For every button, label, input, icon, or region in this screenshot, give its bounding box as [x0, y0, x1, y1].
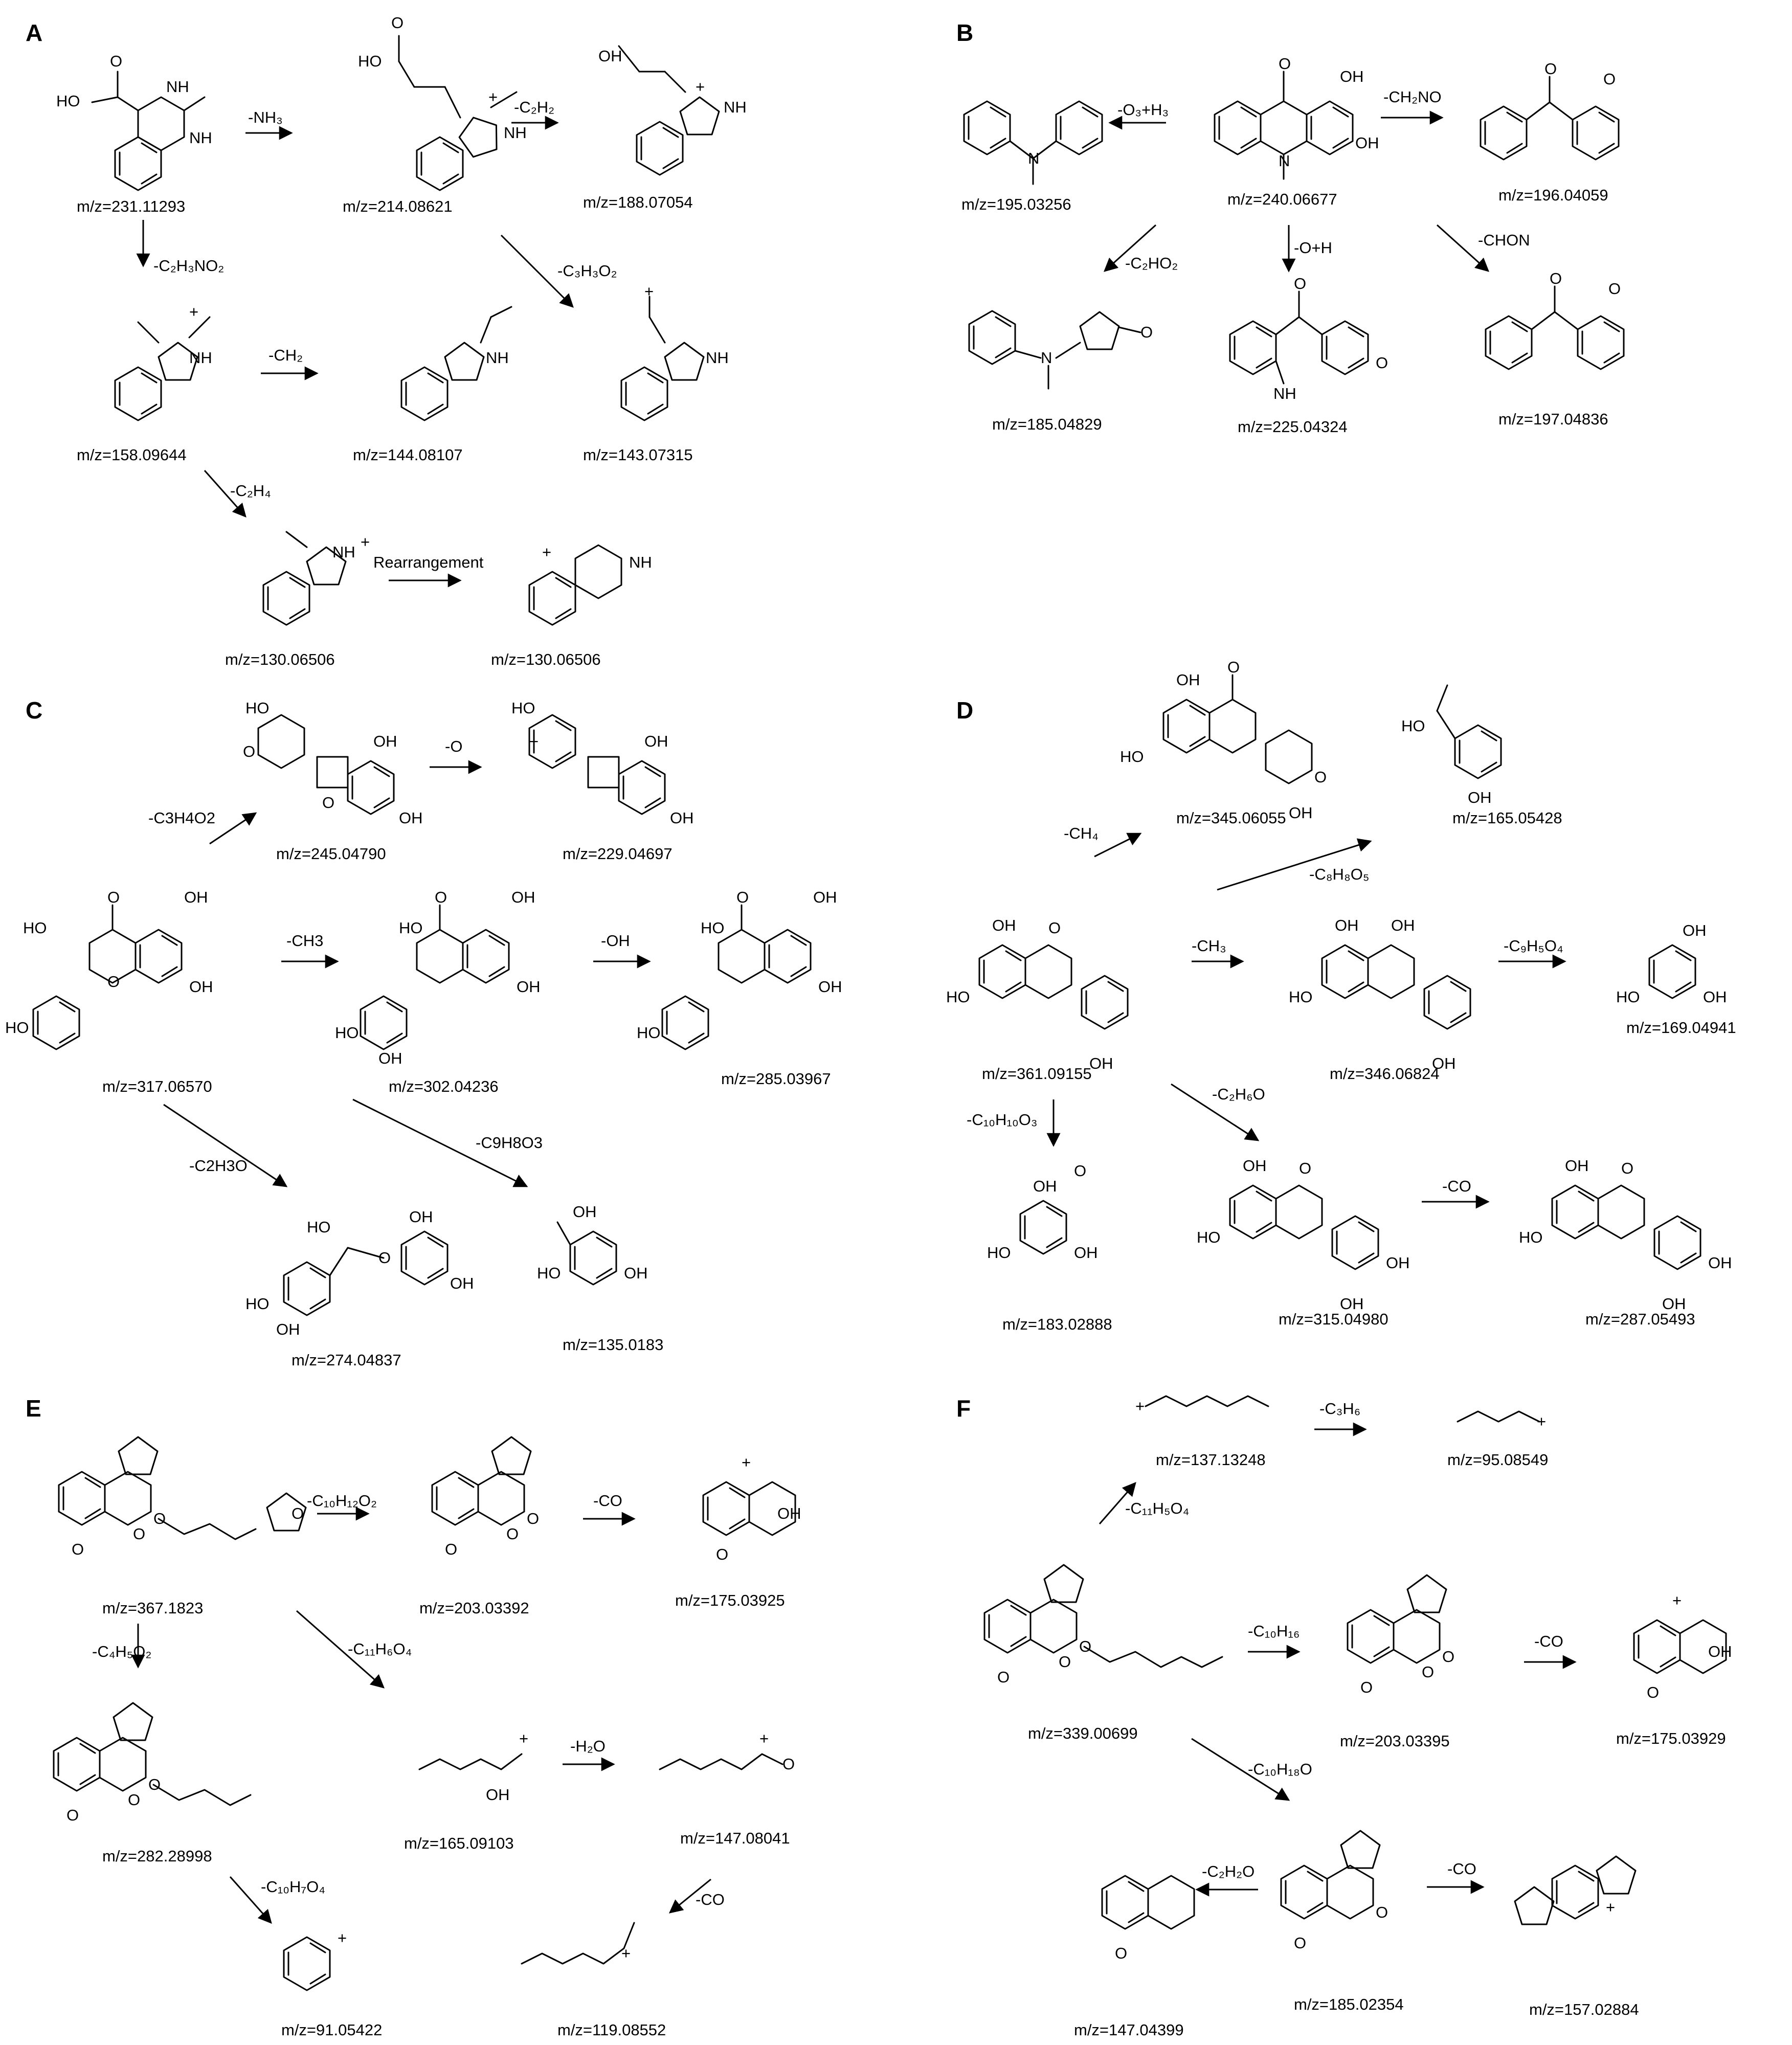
- svg-text:O: O: [1608, 280, 1621, 298]
- svg-text:HO: HO: [399, 919, 423, 937]
- structure-e2: [432, 1437, 539, 1558]
- arrow: [210, 813, 256, 844]
- svg-text:+: +: [542, 543, 552, 561]
- panel-letter-b: B: [956, 19, 974, 46]
- mz-label: m/z=188.07054: [583, 193, 693, 211]
- svg-text:OH: OH: [624, 1264, 648, 1282]
- svg-text:O: O: [782, 1755, 795, 1773]
- mz-label: m/z=302.04236: [389, 1077, 499, 1095]
- mz-label: m/z=196.04059: [1498, 186, 1608, 204]
- svg-text:HO: HO: [1401, 717, 1425, 735]
- svg-text:HO: HO: [245, 1295, 270, 1313]
- svg-text:NH: NH: [189, 129, 212, 147]
- loss-label: -C₂HO₂: [1125, 254, 1178, 272]
- svg-text:HO: HO: [1519, 1228, 1543, 1246]
- structure-a3: [598, 46, 747, 175]
- svg-text:OH: OH: [399, 809, 423, 827]
- structure-c5: [637, 888, 842, 1049]
- structure-b1: [964, 101, 1102, 184]
- svg-text:O: O: [1442, 1648, 1455, 1666]
- svg-text:O: O: [506, 1525, 519, 1543]
- svg-text:O: O: [107, 888, 120, 906]
- structure-d1: [1120, 658, 1327, 822]
- structure-e1: [59, 1437, 306, 1558]
- structure-e8: [522, 1923, 634, 1964]
- structure-e7: [284, 1929, 347, 1990]
- mz-label: m/z=229.04697: [563, 845, 673, 863]
- loss-label: -CH₃: [1192, 937, 1226, 955]
- mz-label: m/z=361.09155: [982, 1065, 1092, 1083]
- loss-label: -C₉H₅O₄: [1504, 937, 1563, 955]
- svg-text:N: N: [1028, 149, 1040, 167]
- svg-text:O: O: [1059, 1653, 1071, 1671]
- loss-label: -C2H3O: [189, 1157, 248, 1175]
- svg-text:O: O: [1376, 1903, 1388, 1921]
- svg-text:+: +: [338, 1929, 347, 1947]
- svg-text:OH: OH: [276, 1320, 300, 1338]
- svg-text:O: O: [997, 1668, 1010, 1686]
- svg-text:OH: OH: [1089, 1054, 1113, 1072]
- svg-text:O: O: [148, 1776, 161, 1793]
- mz-label: m/z=345.06055: [1176, 809, 1286, 827]
- mz-label: m/z=285.03967: [721, 1070, 831, 1088]
- loss-label: -C₂H₂O: [1202, 1862, 1255, 1880]
- svg-text:O: O: [322, 794, 335, 812]
- loss-label: -CO: [593, 1492, 622, 1510]
- structure-c3: [5, 888, 213, 1049]
- svg-text:OH: OH: [1340, 1295, 1364, 1313]
- svg-text:NH: NH: [706, 349, 729, 367]
- svg-text:OH: OH: [818, 978, 842, 996]
- svg-text:HO: HO: [335, 1024, 359, 1042]
- svg-text:OH: OH: [409, 1208, 433, 1226]
- mz-label: m/z=231.11293: [77, 197, 186, 215]
- svg-text:O: O: [133, 1525, 146, 1543]
- svg-text:OH: OH: [189, 978, 213, 996]
- svg-text:O: O: [1294, 1934, 1307, 1952]
- mz-label: m/z=95.08549: [1447, 1451, 1549, 1469]
- svg-text:OH: OH: [813, 888, 837, 906]
- svg-text:OH: OH: [598, 47, 622, 65]
- mz-label: m/z=225.04324: [1238, 418, 1348, 436]
- svg-text:O: O: [1140, 323, 1153, 341]
- mz-label: m/z=214.08621: [343, 197, 453, 215]
- svg-text:OH: OH: [1432, 1054, 1456, 1072]
- mz-label: m/z=183.02888: [1002, 1315, 1112, 1333]
- svg-text:+: +: [696, 78, 705, 96]
- loss-label: -O+H: [1294, 239, 1332, 257]
- loss-label: -C₁₀H₁₂O₂: [307, 1492, 377, 1510]
- svg-text:O: O: [1079, 1637, 1092, 1655]
- svg-text:OH: OH: [777, 1504, 801, 1522]
- svg-text:+: +: [519, 1729, 529, 1747]
- panel-d: [946, 658, 1736, 1333]
- mz-label: m/z=282.28998: [102, 1847, 212, 1865]
- mz-label: m/z=175.03929: [1616, 1729, 1726, 1747]
- structure-b2: [1215, 55, 1379, 179]
- svg-text:O: O: [1376, 354, 1388, 372]
- mz-label: m/z=130.06506: [225, 650, 335, 668]
- svg-text:O: O: [72, 1540, 84, 1558]
- svg-text:NH: NH: [486, 349, 509, 367]
- svg-text:O: O: [107, 973, 120, 991]
- svg-text:+: +: [759, 1729, 769, 1747]
- svg-text:HO: HO: [701, 919, 725, 937]
- svg-text:OH: OH: [1386, 1254, 1410, 1272]
- svg-text:O: O: [1550, 269, 1562, 287]
- structure-f8: [1515, 1856, 1636, 1924]
- loss-label: -C₁₁H₅O₄: [1125, 1499, 1190, 1517]
- panel-letter-a: A: [26, 19, 43, 46]
- svg-text:NH: NH: [1273, 385, 1296, 402]
- panel-letter-e: E: [26, 1395, 41, 1422]
- svg-text:OH: OH: [1683, 922, 1707, 939]
- svg-text:OH: OH: [1703, 988, 1727, 1006]
- mz-label: m/z=137.13248: [1156, 1451, 1266, 1469]
- svg-text:O: O: [1422, 1663, 1435, 1681]
- loss-label: -CO: [1534, 1632, 1563, 1650]
- svg-text:OH: OH: [184, 888, 208, 906]
- svg-text:O: O: [1048, 919, 1061, 937]
- svg-text:OH: OH: [1335, 916, 1359, 934]
- mz-label: m/z=185.04829: [992, 415, 1102, 433]
- mz-label: m/z=165.05428: [1452, 809, 1562, 827]
- mz-label: m/z=165.09103: [404, 1834, 514, 1852]
- mz-label: m/z=135.0183: [563, 1336, 664, 1354]
- structure-c7: [537, 1203, 648, 1285]
- loss-label: -C9H8O3: [476, 1134, 543, 1152]
- mz-label: m/z=169.04941: [1626, 1019, 1736, 1037]
- mz-label: m/z=91.05422: [281, 2021, 383, 2039]
- svg-text:O: O: [391, 14, 404, 32]
- loss-label: -C₁₀H₇O₄: [261, 1878, 325, 1896]
- structure-f7: [1102, 1876, 1194, 1962]
- svg-text:OH: OH: [1355, 134, 1379, 152]
- svg-text:HO: HO: [537, 1264, 561, 1282]
- structure-d2: [1401, 685, 1501, 806]
- svg-text:HO: HO: [987, 1244, 1011, 1262]
- loss-label: -O₃+H₃: [1117, 101, 1169, 119]
- loss-label: -C₂H₄: [230, 482, 271, 500]
- svg-text:+: +: [1135, 1397, 1145, 1415]
- svg-text:OH: OH: [517, 978, 541, 996]
- structure-a1: [56, 52, 212, 190]
- mz-label: m/z=203.03395: [1340, 1732, 1450, 1750]
- structure-f5: [1634, 1591, 1732, 1701]
- svg-text:O: O: [243, 743, 256, 760]
- arrow: [1094, 834, 1140, 857]
- structure-c4: [335, 888, 541, 1067]
- svg-text:+: +: [529, 732, 539, 750]
- mz-label: m/z=317.06570: [102, 1077, 212, 1095]
- panel-f: [956, 1395, 1732, 2039]
- loss-label: -C3H4O2: [148, 809, 215, 827]
- loss-label: -CO: [1442, 1177, 1471, 1195]
- svg-text:+: +: [361, 533, 370, 551]
- svg-text:OH: OH: [1391, 916, 1415, 934]
- panel-letter-c: C: [26, 697, 43, 724]
- structure-d8: [1519, 1157, 1732, 1313]
- loss-label: -C₃H₃O₂: [557, 262, 617, 280]
- loss-label: -CO: [1447, 1860, 1476, 1878]
- svg-text:+: +: [1606, 1898, 1616, 1916]
- mz-label: m/z=287.05493: [1585, 1310, 1695, 1328]
- structure-a6: [621, 282, 729, 420]
- mz-label: m/z=203.03392: [419, 1599, 529, 1617]
- loss-label: -NH₃: [248, 108, 283, 126]
- mz-label: m/z=339.00699: [1028, 1724, 1138, 1742]
- mz-label: m/z=157.02884: [1529, 2001, 1639, 2018]
- svg-text:HO: HO: [23, 919, 47, 937]
- svg-text:HO: HO: [511, 699, 535, 717]
- structure-a5: [401, 307, 511, 420]
- structure-e4: [54, 1703, 251, 1824]
- structure-c2: [511, 699, 694, 827]
- structure-b6: [1486, 269, 1624, 369]
- svg-text:OH: OH: [486, 1786, 510, 1804]
- mz-label: m/z=315.04980: [1279, 1310, 1388, 1328]
- panel-c: [5, 697, 842, 1369]
- structure-b5: [1230, 275, 1388, 402]
- svg-text:O: O: [716, 1545, 729, 1563]
- structure-a8: [529, 543, 652, 625]
- loss-label: -CO: [696, 1891, 725, 1908]
- mz-label: m/z=143.07315: [583, 446, 693, 464]
- mz-label: m/z=197.04836: [1498, 410, 1608, 428]
- svg-text:+: +: [644, 282, 654, 300]
- loss-label: Rearrangement: [373, 553, 484, 571]
- svg-text:OH: OH: [1243, 1157, 1267, 1175]
- svg-text:OH: OH: [1074, 1244, 1098, 1262]
- structure-e6: [660, 1729, 795, 1773]
- svg-text:+: +: [189, 303, 199, 321]
- svg-text:+: +: [1537, 1412, 1547, 1430]
- svg-text:O: O: [292, 1504, 304, 1522]
- svg-text:NH: NH: [504, 124, 527, 142]
- svg-text:O: O: [736, 888, 749, 906]
- svg-text:HO: HO: [245, 699, 270, 717]
- loss-label: -CH₄: [1064, 824, 1099, 842]
- loss-label: -C₂H₃NO₂: [153, 257, 225, 275]
- svg-text:HO: HO: [1616, 988, 1640, 1006]
- svg-text:O: O: [153, 1510, 166, 1527]
- structure-f3: [984, 1565, 1222, 1686]
- loss-label: -C₂H₂: [514, 98, 555, 116]
- svg-text:O: O: [1314, 768, 1327, 786]
- panel-letter-d: D: [956, 697, 974, 724]
- loss-label: -C₁₀H₁₈O: [1248, 1760, 1312, 1778]
- loss-label: -CH₂NO: [1383, 88, 1442, 106]
- structure-b4: [969, 311, 1153, 389]
- mz-label: m/z=130.06506: [491, 650, 601, 668]
- svg-text:NH: NH: [332, 543, 355, 561]
- structure-e3: [703, 1453, 801, 1563]
- mz-label: m/z=147.08041: [680, 1829, 790, 1847]
- svg-text:+: +: [488, 88, 498, 106]
- svg-text:OH: OH: [1662, 1295, 1686, 1313]
- svg-text:OH: OH: [450, 1274, 474, 1292]
- svg-text:HO: HO: [5, 1019, 29, 1037]
- loss-label: -C₈H₈O₅: [1309, 865, 1370, 883]
- svg-text:O: O: [1074, 1162, 1087, 1180]
- svg-text:HO: HO: [307, 1218, 331, 1236]
- svg-text:O: O: [1115, 1944, 1128, 1962]
- mz-label: m/z=245.04790: [276, 845, 386, 863]
- structure-d7: [1197, 1157, 1410, 1313]
- loss-label: -CH₂: [268, 346, 303, 364]
- svg-text:N: N: [1041, 349, 1052, 367]
- svg-text:N: N: [1279, 152, 1290, 170]
- structure-a4: [115, 303, 212, 420]
- svg-text:O: O: [1360, 1678, 1373, 1696]
- loss-label: -C₁₀H₁₀O₃: [967, 1111, 1038, 1129]
- svg-text:O: O: [527, 1510, 540, 1527]
- svg-text:HO: HO: [1197, 1228, 1221, 1246]
- svg-text:OH: OH: [1708, 1254, 1732, 1272]
- mz-label: m/z=240.06677: [1227, 190, 1337, 208]
- svg-text:O: O: [1621, 1159, 1634, 1177]
- structure-e5: [419, 1729, 528, 1804]
- mz-label: m/z=158.09644: [77, 446, 187, 464]
- svg-text:+: +: [621, 1944, 631, 1962]
- svg-text:O: O: [1227, 658, 1240, 676]
- svg-text:O: O: [110, 52, 123, 70]
- panel-a: [26, 14, 747, 668]
- mz-label: m/z=346.06824: [1330, 1065, 1440, 1083]
- panel-b: [956, 19, 1624, 436]
- svg-text:OH: OH: [1289, 804, 1313, 822]
- panel-letter-f: F: [956, 1395, 971, 1422]
- svg-text:OH: OH: [1708, 1643, 1732, 1660]
- structure-d4: [1289, 916, 1470, 1072]
- loss-label: -H₂O: [570, 1737, 606, 1755]
- structure-f1: [1135, 1396, 1268, 1415]
- svg-text:OH: OH: [670, 809, 694, 827]
- mz-label: m/z=119.08552: [557, 2021, 666, 2039]
- svg-text:+: +: [1672, 1591, 1682, 1609]
- loss-label: -C₁₀H₁₆: [1248, 1622, 1300, 1640]
- structure-c6: [245, 1208, 474, 1338]
- loss-label: -C₂H₆O: [1212, 1085, 1265, 1103]
- loss-label: -C₄H₅O₂: [92, 1643, 152, 1660]
- structure-f2: [1458, 1411, 1546, 1430]
- svg-text:OH: OH: [1033, 1177, 1057, 1195]
- loss-label: -O: [445, 737, 463, 755]
- svg-text:+: +: [742, 1453, 751, 1471]
- svg-text:O: O: [1544, 60, 1557, 78]
- svg-text:OH: OH: [1468, 789, 1492, 806]
- mz-label: m/z=144.08107: [353, 446, 463, 464]
- mz-label: m/z=185.02354: [1294, 1995, 1404, 2013]
- svg-text:O: O: [435, 888, 447, 906]
- structure-b3: [1481, 60, 1619, 160]
- svg-text:OH: OH: [373, 732, 397, 750]
- mz-label: m/z=147.04399: [1074, 2021, 1184, 2039]
- svg-text:HO: HO: [358, 52, 382, 70]
- svg-text:O: O: [66, 1806, 79, 1824]
- structure-d6: [987, 1162, 1098, 1262]
- svg-text:OH: OH: [644, 732, 668, 750]
- structure-f6: [1281, 1831, 1388, 1952]
- svg-text:OH: OH: [1176, 671, 1200, 689]
- structure-f4: [1348, 1575, 1454, 1696]
- svg-text:O: O: [1603, 70, 1616, 88]
- loss-label: -C₁₁H₆O₄: [348, 1640, 412, 1658]
- svg-text:O: O: [378, 1249, 391, 1267]
- svg-text:HO: HO: [637, 1024, 661, 1042]
- svg-text:NH: NH: [166, 78, 189, 96]
- svg-text:OH: OH: [511, 888, 535, 906]
- svg-text:O: O: [1294, 275, 1307, 293]
- panel-e: [26, 1395, 801, 2039]
- structure-d3: [946, 916, 1128, 1072]
- svg-text:NH: NH: [724, 98, 747, 116]
- svg-text:HO: HO: [56, 92, 80, 110]
- mz-label: m/z=274.04837: [292, 1351, 401, 1369]
- structure-d5: [1616, 922, 1727, 1006]
- svg-text:OH: OH: [1565, 1157, 1589, 1175]
- svg-text:O: O: [1279, 55, 1291, 73]
- svg-text:O: O: [1647, 1683, 1660, 1701]
- svg-text:NH: NH: [189, 349, 212, 367]
- svg-text:O: O: [1299, 1159, 1312, 1177]
- svg-text:OH: OH: [1340, 68, 1364, 85]
- structure-a7: [263, 532, 370, 625]
- svg-text:O: O: [128, 1791, 141, 1809]
- loss-label: -CH3: [286, 932, 324, 950]
- svg-text:HO: HO: [1120, 748, 1144, 766]
- svg-text:OH: OH: [378, 1049, 402, 1067]
- svg-text:NH: NH: [629, 553, 652, 571]
- structure-c1: [243, 699, 423, 827]
- svg-text:HO: HO: [946, 988, 970, 1006]
- loss-label: -C₃H₆: [1319, 1400, 1361, 1418]
- mz-label: m/z=367.1823: [102, 1599, 204, 1617]
- structure-a2: [358, 14, 527, 190]
- mz-label: m/z=175.03925: [675, 1591, 785, 1609]
- svg-text:OH: OH: [573, 1203, 597, 1221]
- svg-text:O: O: [445, 1540, 458, 1558]
- loss-label: -CHON: [1478, 231, 1530, 249]
- mz-label: m/z=195.03256: [961, 195, 1071, 213]
- loss-label: -OH: [601, 932, 630, 950]
- svg-text:HO: HO: [1289, 988, 1313, 1006]
- svg-text:OH: OH: [992, 916, 1016, 934]
